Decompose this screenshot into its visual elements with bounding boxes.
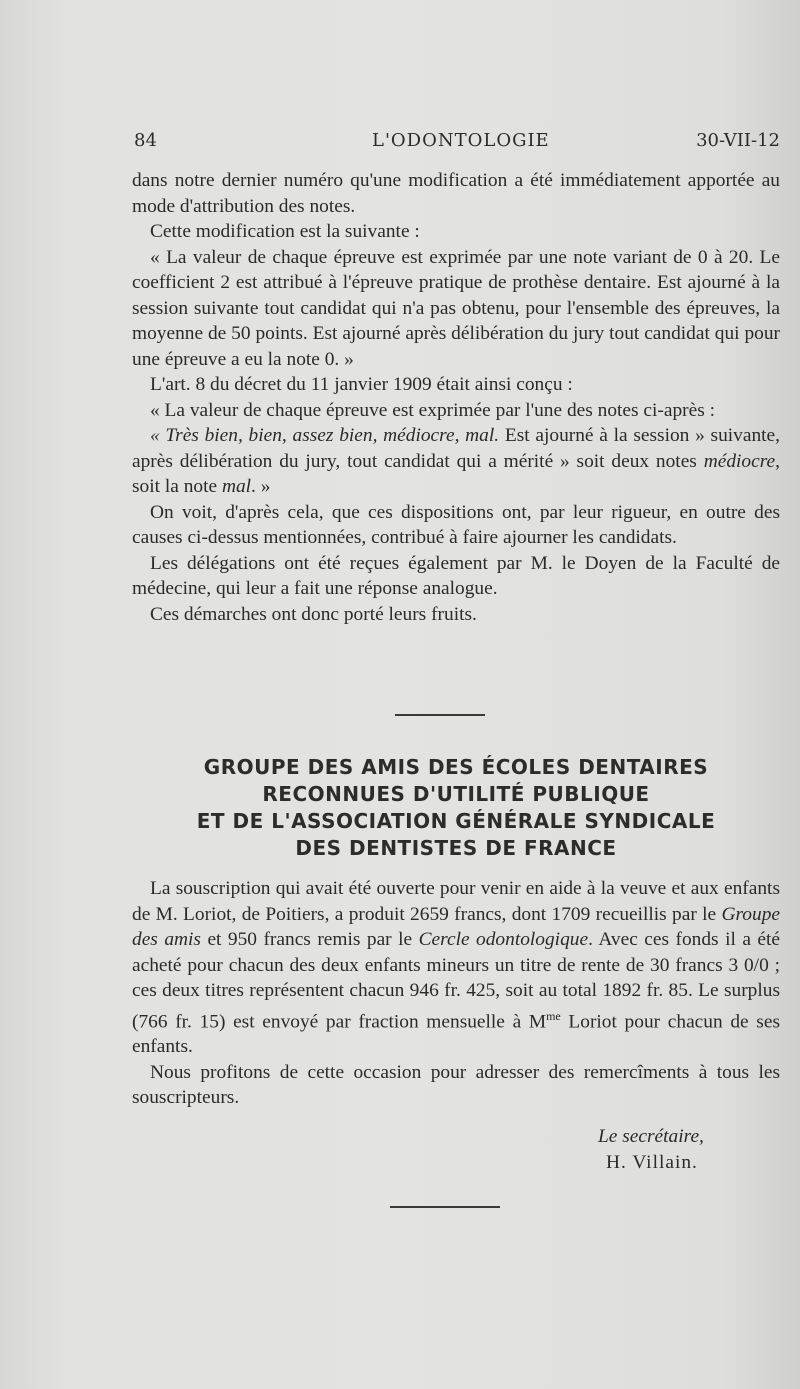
issue-date: 30-VII-12 <box>696 130 780 151</box>
text-run: . Avec ces fonds il a été acheté pour chacun des deux enfants mineurs un titre de rente de 30 francs 3 0/0 ; ces deux titres représentent chacun 946 fr. 425, soit au total 1892 fr. 85. Le surplus (766 fr. 15) est envoyé par fraction mensuelle à M <box>132 929 781 1032</box>
paragraph: Nous profitons de cette occasion pour adresser des remercîments à tous les souscripteurs. <box>132 1061 780 1109</box>
paragraph: Ces démarches ont donc porté leurs fruits. <box>150 603 477 625</box>
quote-paragraph: « La valeur de chaque épreuve est exprimée par une note variant de 0 à 20. Le coefficient 2 est attribué à l'épreuve pratique de prothèse dentaire. Est ajourné à la session suivante tout candidat qui n'a pas obtenu, pour l'ensemble des épreuves, la moyenne de 50 points. Est ajourné après délibération du jury tout candidat qui pour une épreuve a eu la note 0. » <box>132 246 780 370</box>
text-run: , soit la note <box>132 450 780 497</box>
heading-line: GROUPE DES AMIS DES ÉCOLES DENTAIRES <box>203 755 709 779</box>
paragraph: dans notre dernier numéro qu'une modification a été immédiatement apportée au mode d'attribution des notes. <box>132 170 780 217</box>
text-run: . » <box>251 476 271 497</box>
paragraph: Cette modification est la suivante : <box>150 221 420 242</box>
text-run: Loriot pour chacun de ses enfants. <box>132 1010 780 1058</box>
journal-title: L'ODONTOLOGIE <box>372 130 550 151</box>
text-run: La souscription qui avait été ouverte pour venir en aide à la veuve et aux enfants de M. Loriot, de Poitiers, a produit 2659 francs, dont 1709 recueillis par le <box>132 878 780 925</box>
paragraph: Les délégations ont été reçues également par M. le Doyen de la Faculté de médecine, qui leur a fait une réponse analogue. <box>132 552 780 599</box>
italic-text: Groupe des amis <box>132 903 780 950</box>
article-continuation <box>132 168 780 627</box>
heading-line: ET DE L'ASSOCIATION GÉNÉRALE SYNDICALE <box>196 809 716 833</box>
page-number: 84 <box>134 130 157 151</box>
signatory-role: Le secrétaire, <box>598 1126 704 1147</box>
text-run: Est ajourné à la session » suivante, après délibération du jury, tout candidat qui a mérité » soit deux notes <box>132 425 780 472</box>
signatory-name: H. Villain. <box>606 1152 698 1173</box>
text-run: et 950 francs remis par le <box>200 929 419 950</box>
italic-text: mal <box>221 476 252 497</box>
heading-line: DES DENTISTES DE FRANCE <box>295 836 617 860</box>
italic-text: « Très bien, bien, assez bien, médiocre, mal. <box>150 425 500 446</box>
paragraph: L'art. 8 du décret du 11 janvier 1909 était ainsi conçu : <box>150 374 573 395</box>
paragraph: On voit, d'après cela, que ces dispositions ont, par leur rigueur, en outre des causes ci-dessus mentionnées, contribué à faire ajourner les candidats. <box>132 501 780 548</box>
heading-line: RECONNUES D'UTILITÉ PUBLIQUE <box>262 782 650 806</box>
running-header <box>132 130 780 160</box>
signature-block <box>560 1124 704 1176</box>
quote-paragraph <box>132 423 780 500</box>
superscript: me <box>546 1008 561 1023</box>
announcement-body <box>132 876 780 1111</box>
italic-text: Cercle odontologique <box>418 929 589 950</box>
section-heading <box>132 754 780 862</box>
italic-text: médiocre <box>703 450 776 472</box>
section-divider <box>395 714 485 716</box>
paragraph <box>132 876 780 1060</box>
end-divider <box>390 1206 500 1208</box>
quote-paragraph: « La valeur de chaque épreuve est exprimée par l'une des notes ci-après : <box>150 399 716 421</box>
